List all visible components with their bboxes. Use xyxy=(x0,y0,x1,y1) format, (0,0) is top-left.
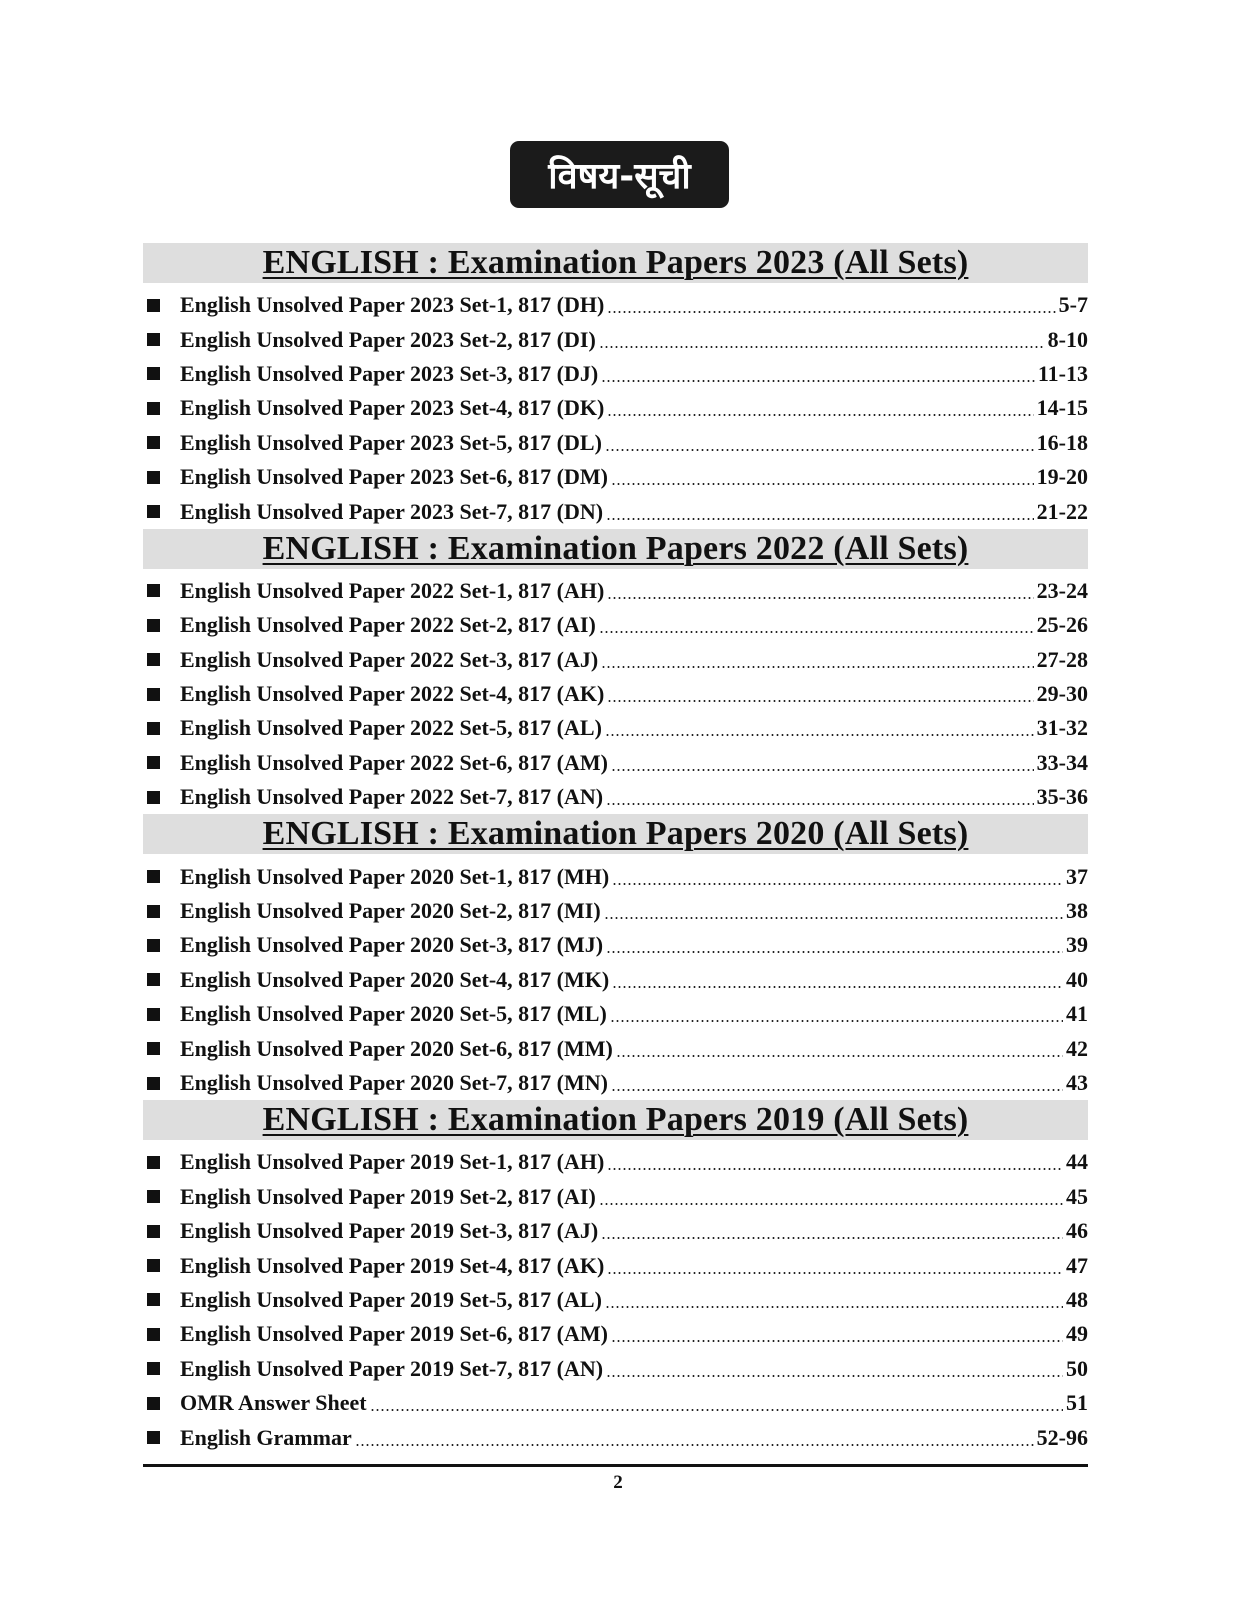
toc-entry xyxy=(143,1386,1088,1420)
square-bullet-icon xyxy=(147,619,160,632)
entry-page-range: 21-22 xyxy=(1036,498,1088,524)
dot-leader xyxy=(607,311,1055,313)
dot-leader xyxy=(607,700,1033,702)
entry-title: English Unsolved Paper 2022 Set-5, 817 (AL) xyxy=(180,715,602,741)
section-heading-text: ENGLISH : Examination Papers 2023 (All Sets) xyxy=(262,244,969,281)
entry-title: English Unsolved Paper 2023 Set-1, 817 (DH) xyxy=(180,292,605,318)
entry-page-range: 27-28 xyxy=(1036,646,1088,672)
toc-entry xyxy=(143,1066,1088,1100)
square-bullet-icon xyxy=(147,905,160,918)
section-header xyxy=(143,814,1088,854)
toc-entry xyxy=(143,1031,1088,1065)
square-bullet-icon xyxy=(147,653,160,666)
dot-leader xyxy=(606,518,1034,520)
entry-page-range: 25-26 xyxy=(1036,612,1088,638)
square-bullet-icon xyxy=(147,756,160,769)
entry-page-range: 5-7 xyxy=(1058,292,1088,318)
dot-leader xyxy=(610,1020,1063,1022)
square-bullet-icon xyxy=(147,1225,160,1238)
dot-leader xyxy=(611,1340,1063,1342)
entry-title: English Unsolved Paper 2023 Set-6, 817 (DM) xyxy=(180,464,608,490)
entry-page-range: 16-18 xyxy=(1036,429,1088,455)
entry-title: English Unsolved Paper 2019 Set-3, 817 (AJ) xyxy=(180,1218,599,1244)
toc-entry xyxy=(143,677,1088,711)
square-bullet-icon xyxy=(147,1293,160,1306)
square-bullet-icon xyxy=(147,1431,160,1444)
entry-title: English Unsolved Paper 2019 Set-4, 817 (AK) xyxy=(180,1252,605,1278)
square-bullet-icon xyxy=(147,870,160,883)
dot-leader xyxy=(611,483,1034,485)
entry-title: English Unsolved Paper 2023 Set-2, 817 (DI) xyxy=(180,326,596,352)
page-title: विषय-सूची xyxy=(510,141,729,208)
dot-leader xyxy=(606,1375,1063,1377)
toc-entry xyxy=(143,1180,1088,1214)
entry-page-range: 29-30 xyxy=(1036,681,1088,707)
square-bullet-icon xyxy=(147,1156,160,1169)
dot-leader xyxy=(607,597,1033,599)
toc-entry xyxy=(143,963,1088,997)
toc-entry xyxy=(143,1283,1088,1317)
entry-page-range: 31-32 xyxy=(1036,715,1088,741)
square-bullet-icon xyxy=(147,333,160,346)
entry-title: English Unsolved Paper 2019 Set-2, 817 (AI) xyxy=(180,1183,596,1209)
square-bullet-icon xyxy=(147,402,160,415)
toc-entry xyxy=(143,1214,1088,1248)
entry-title: English Unsolved Paper 2020 Set-5, 817 (ML) xyxy=(180,1001,607,1027)
dot-leader xyxy=(606,951,1063,953)
entry-page-range: 33-34 xyxy=(1036,749,1088,775)
square-bullet-icon xyxy=(147,584,160,597)
entry-page-range: 23-24 xyxy=(1036,577,1088,603)
entry-page-range: 41 xyxy=(1066,1001,1088,1027)
toc-entry xyxy=(143,574,1088,608)
entry-title: English Unsolved Paper 2019 Set-6, 817 (AM) xyxy=(180,1321,608,1347)
entry-page-range: 37 xyxy=(1066,863,1088,889)
entry-title: English Unsolved Paper 2022 Set-7, 817 (AN) xyxy=(180,784,604,810)
toc-entry xyxy=(143,746,1088,780)
entry-page-range: 48 xyxy=(1066,1286,1088,1312)
square-bullet-icon xyxy=(147,471,160,484)
dot-leader xyxy=(611,1089,1063,1091)
section-heading-text: ENGLISH : Examination Papers 2019 (All Sets) xyxy=(262,1101,969,1139)
toc-entry xyxy=(143,711,1088,745)
dot-leader xyxy=(607,1272,1063,1274)
entry-title: English Unsolved Paper 2022 Set-4, 817 (AK) xyxy=(180,681,605,707)
dot-leader xyxy=(607,414,1033,416)
toc-entry xyxy=(143,894,1088,928)
square-bullet-icon xyxy=(147,1077,160,1090)
entry-page-range: 11-13 xyxy=(1037,360,1088,386)
square-bullet-icon xyxy=(147,973,160,986)
toc-entry xyxy=(143,643,1088,677)
toc-entry xyxy=(143,357,1088,391)
dot-leader xyxy=(606,803,1034,805)
section-header xyxy=(143,1100,1088,1140)
square-bullet-icon xyxy=(147,939,160,952)
entry-title: English Unsolved Paper 2020 Set-1, 817 (MH) xyxy=(180,863,610,889)
entry-title: OMR Answer Sheet xyxy=(180,1390,367,1416)
toc-entry xyxy=(143,608,1088,642)
entry-title: English Unsolved Paper 2020 Set-4, 817 (MK) xyxy=(180,966,610,992)
entry-title: English Unsolved Paper 2023 Set-5, 817 (DL) xyxy=(180,429,602,455)
entry-title: English Unsolved Paper 2020 Set-3, 817 (MJ) xyxy=(180,932,604,958)
toc-entry xyxy=(143,494,1088,528)
entry-page-range: 14-15 xyxy=(1036,395,1088,421)
entry-page-range: 38 xyxy=(1066,898,1088,924)
square-bullet-icon xyxy=(147,1008,160,1021)
entry-title: English Grammar xyxy=(180,1424,352,1450)
dot-leader xyxy=(616,1055,1063,1057)
entry-title: English Unsolved Paper 2022 Set-6, 817 (AM) xyxy=(180,749,608,775)
dot-leader xyxy=(599,631,1034,633)
dot-leader xyxy=(605,734,1034,736)
square-bullet-icon xyxy=(147,299,160,312)
footer-divider xyxy=(143,1464,1088,1467)
dot-leader xyxy=(599,346,1045,348)
dot-leader xyxy=(612,883,1063,885)
toc-entry xyxy=(143,460,1088,494)
entry-page-range: 46 xyxy=(1066,1218,1088,1244)
section-header xyxy=(143,529,1088,569)
entry-page-range: 39 xyxy=(1066,932,1088,958)
entry-page-range: 43 xyxy=(1066,1070,1088,1095)
dot-leader xyxy=(370,1409,1063,1411)
entry-page-range: 42 xyxy=(1066,1035,1088,1061)
square-bullet-icon xyxy=(147,1362,160,1375)
square-bullet-icon xyxy=(147,1259,160,1272)
dot-leader xyxy=(605,449,1034,451)
dot-leader xyxy=(601,1237,1063,1239)
entry-title: English Unsolved Paper 2023 Set-3, 817 (DJ) xyxy=(180,360,599,386)
entry-title: English Unsolved Paper 2023 Set-4, 817 (DK) xyxy=(180,395,605,421)
entry-title: English Unsolved Paper 2023 Set-7, 817 (DN) xyxy=(180,498,604,524)
section-heading-text: ENGLISH : Examination Papers 2020 (All Sets) xyxy=(262,815,969,853)
toc-entry xyxy=(143,997,1088,1031)
dot-leader xyxy=(604,917,1063,919)
square-bullet-icon xyxy=(147,367,160,380)
square-bullet-icon xyxy=(147,791,160,804)
square-bullet-icon xyxy=(147,1397,160,1410)
toc-entry xyxy=(143,1145,1088,1179)
toc-entry xyxy=(143,426,1088,460)
entry-page-range: 40 xyxy=(1066,966,1088,992)
entry-page-range: 50 xyxy=(1066,1355,1088,1381)
square-bullet-icon xyxy=(147,1042,160,1055)
toc-entry xyxy=(143,780,1088,814)
entry-title: English Unsolved Paper 2019 Set-7, 817 (AN) xyxy=(180,1355,604,1381)
square-bullet-icon xyxy=(147,1328,160,1341)
square-bullet-icon xyxy=(147,722,160,735)
toc-entry xyxy=(143,322,1088,356)
entry-title: English Unsolved Paper 2019 Set-5, 817 (AL) xyxy=(180,1286,602,1312)
entry-title: English Unsolved Paper 2022 Set-1, 817 (AH) xyxy=(180,577,605,603)
toc-entry xyxy=(143,1317,1088,1351)
entry-page-range: 45 xyxy=(1066,1183,1088,1209)
toc-entry xyxy=(143,391,1088,425)
toc-entry xyxy=(143,1420,1088,1454)
table-of-contents xyxy=(143,243,1088,1455)
page-number: 2 xyxy=(613,1472,623,1493)
toc-entry xyxy=(143,859,1088,893)
entry-page-range: 52-96 xyxy=(1036,1424,1088,1450)
entry-title: English Unsolved Paper 2020 Set-7, 817 (MN) xyxy=(180,1070,608,1095)
square-bullet-icon xyxy=(147,1190,160,1203)
dot-leader xyxy=(599,1203,1063,1205)
dot-leader xyxy=(607,1168,1063,1170)
entry-page-range: 49 xyxy=(1066,1321,1088,1347)
entry-page-range: 47 xyxy=(1066,1252,1088,1278)
toc-entry xyxy=(143,288,1088,322)
dot-leader xyxy=(601,380,1035,382)
entry-title: English Unsolved Paper 2022 Set-3, 817 (AJ) xyxy=(180,646,599,672)
square-bullet-icon xyxy=(147,505,160,518)
dot-leader xyxy=(605,1306,1063,1308)
dot-leader xyxy=(611,769,1034,771)
square-bullet-icon xyxy=(147,436,160,449)
entry-page-range: 44 xyxy=(1066,1149,1088,1175)
section-header xyxy=(143,243,1088,283)
entry-title: English Unsolved Paper 2020 Set-6, 817 (MM) xyxy=(180,1035,613,1061)
entry-page-range: 51 xyxy=(1066,1390,1088,1416)
entry-title: English Unsolved Paper 2022 Set-2, 817 (AI) xyxy=(180,612,596,638)
entry-page-range: 19-20 xyxy=(1036,464,1088,490)
toc-entry xyxy=(143,928,1088,962)
entry-title: English Unsolved Paper 2020 Set-2, 817 (MI) xyxy=(180,898,601,924)
dot-leader xyxy=(355,1444,1034,1446)
dot-leader xyxy=(612,986,1063,988)
square-bullet-icon xyxy=(147,688,160,701)
entry-page-range: 35-36 xyxy=(1036,784,1088,810)
toc-entry xyxy=(143,1248,1088,1282)
toc-entry xyxy=(143,1352,1088,1386)
entry-title: English Unsolved Paper 2019 Set-1, 817 (AH) xyxy=(180,1149,605,1175)
section-heading-text: ENGLISH : Examination Papers 2022 (All Sets) xyxy=(262,529,969,567)
entry-page-range: 8-10 xyxy=(1047,326,1088,352)
dot-leader xyxy=(601,666,1033,668)
